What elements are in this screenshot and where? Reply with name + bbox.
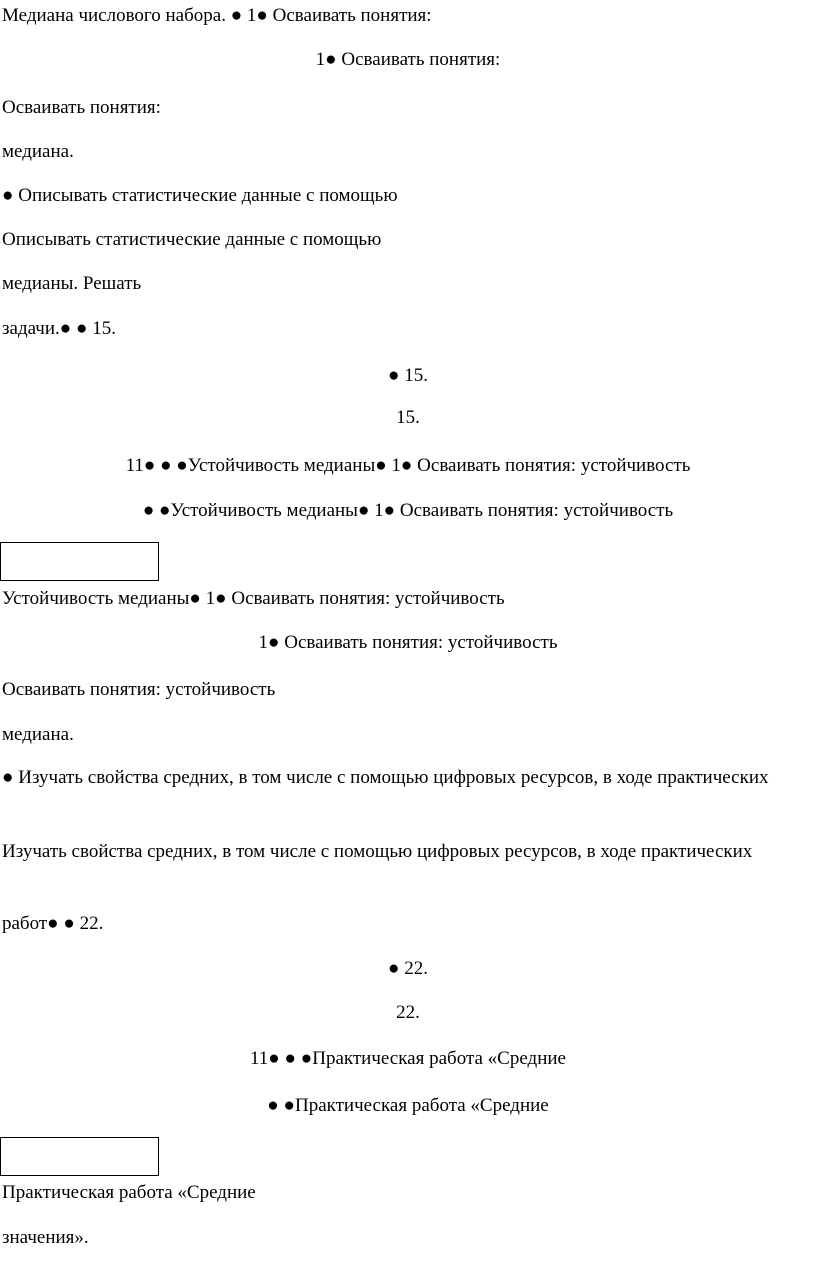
text-line-23: ● ●Практическая работа «Средние xyxy=(267,1095,549,1116)
text-line-14: 1● Осваивать понятия: устойчивость xyxy=(258,632,558,653)
text-line-10: 15. xyxy=(396,407,420,428)
text-line-24: Практическая работа «Средние xyxy=(2,1182,256,1203)
text-line-5: ● Описывать статистические данные с помощью xyxy=(2,185,398,206)
text-line-4: медиана. xyxy=(2,141,74,162)
text-line-11: 11● ● ●Устойчивость медианы● 1● Осваивать понятия: устойчивость xyxy=(125,455,691,476)
text-line-12: ● ●Устойчивость медианы● 1● Осваивать понятия: устойчивость xyxy=(142,500,674,521)
text-line-17: ● Изучать свойства средних, в том числе с помощью цифровых ресурсов, в ходе практических xyxy=(2,767,769,788)
empty-cell-box xyxy=(0,542,159,581)
text-line-25: значения». xyxy=(2,1227,89,1248)
text-line-21: 22. xyxy=(396,1002,420,1023)
empty-cell-box xyxy=(0,1137,159,1176)
text-line-13: Устойчивость медианы● 1● Осваивать понятия: устойчивость xyxy=(2,588,505,609)
text-line-6: Описывать статистические данные с помощью xyxy=(2,229,382,250)
text-line-8: задачи.● ● 15. xyxy=(2,318,116,339)
text-line-16: медиана. xyxy=(2,724,74,745)
text-line-3: Осваивать понятия: xyxy=(2,97,161,118)
text-line-18: Изучать свойства средних, в том числе с помощью цифровых ресурсов, в ходе практических xyxy=(2,841,753,862)
text-line-2: 1● Осваивать понятия: xyxy=(315,49,501,70)
text-line-15: Осваивать понятия: устойчивость xyxy=(2,679,276,700)
text-line-22: 11● ● ●Практическая работа «Средние xyxy=(250,1048,566,1069)
text-line-7: медианы. Решать xyxy=(2,273,142,294)
text-line-9: ● 15. xyxy=(388,365,428,386)
text-line-20: ● 22. xyxy=(388,958,428,979)
text-line-19: работ● ● 22. xyxy=(2,913,104,934)
text-line-1: Медиана числового набора. ● 1● Осваивать понятия: xyxy=(2,5,432,26)
